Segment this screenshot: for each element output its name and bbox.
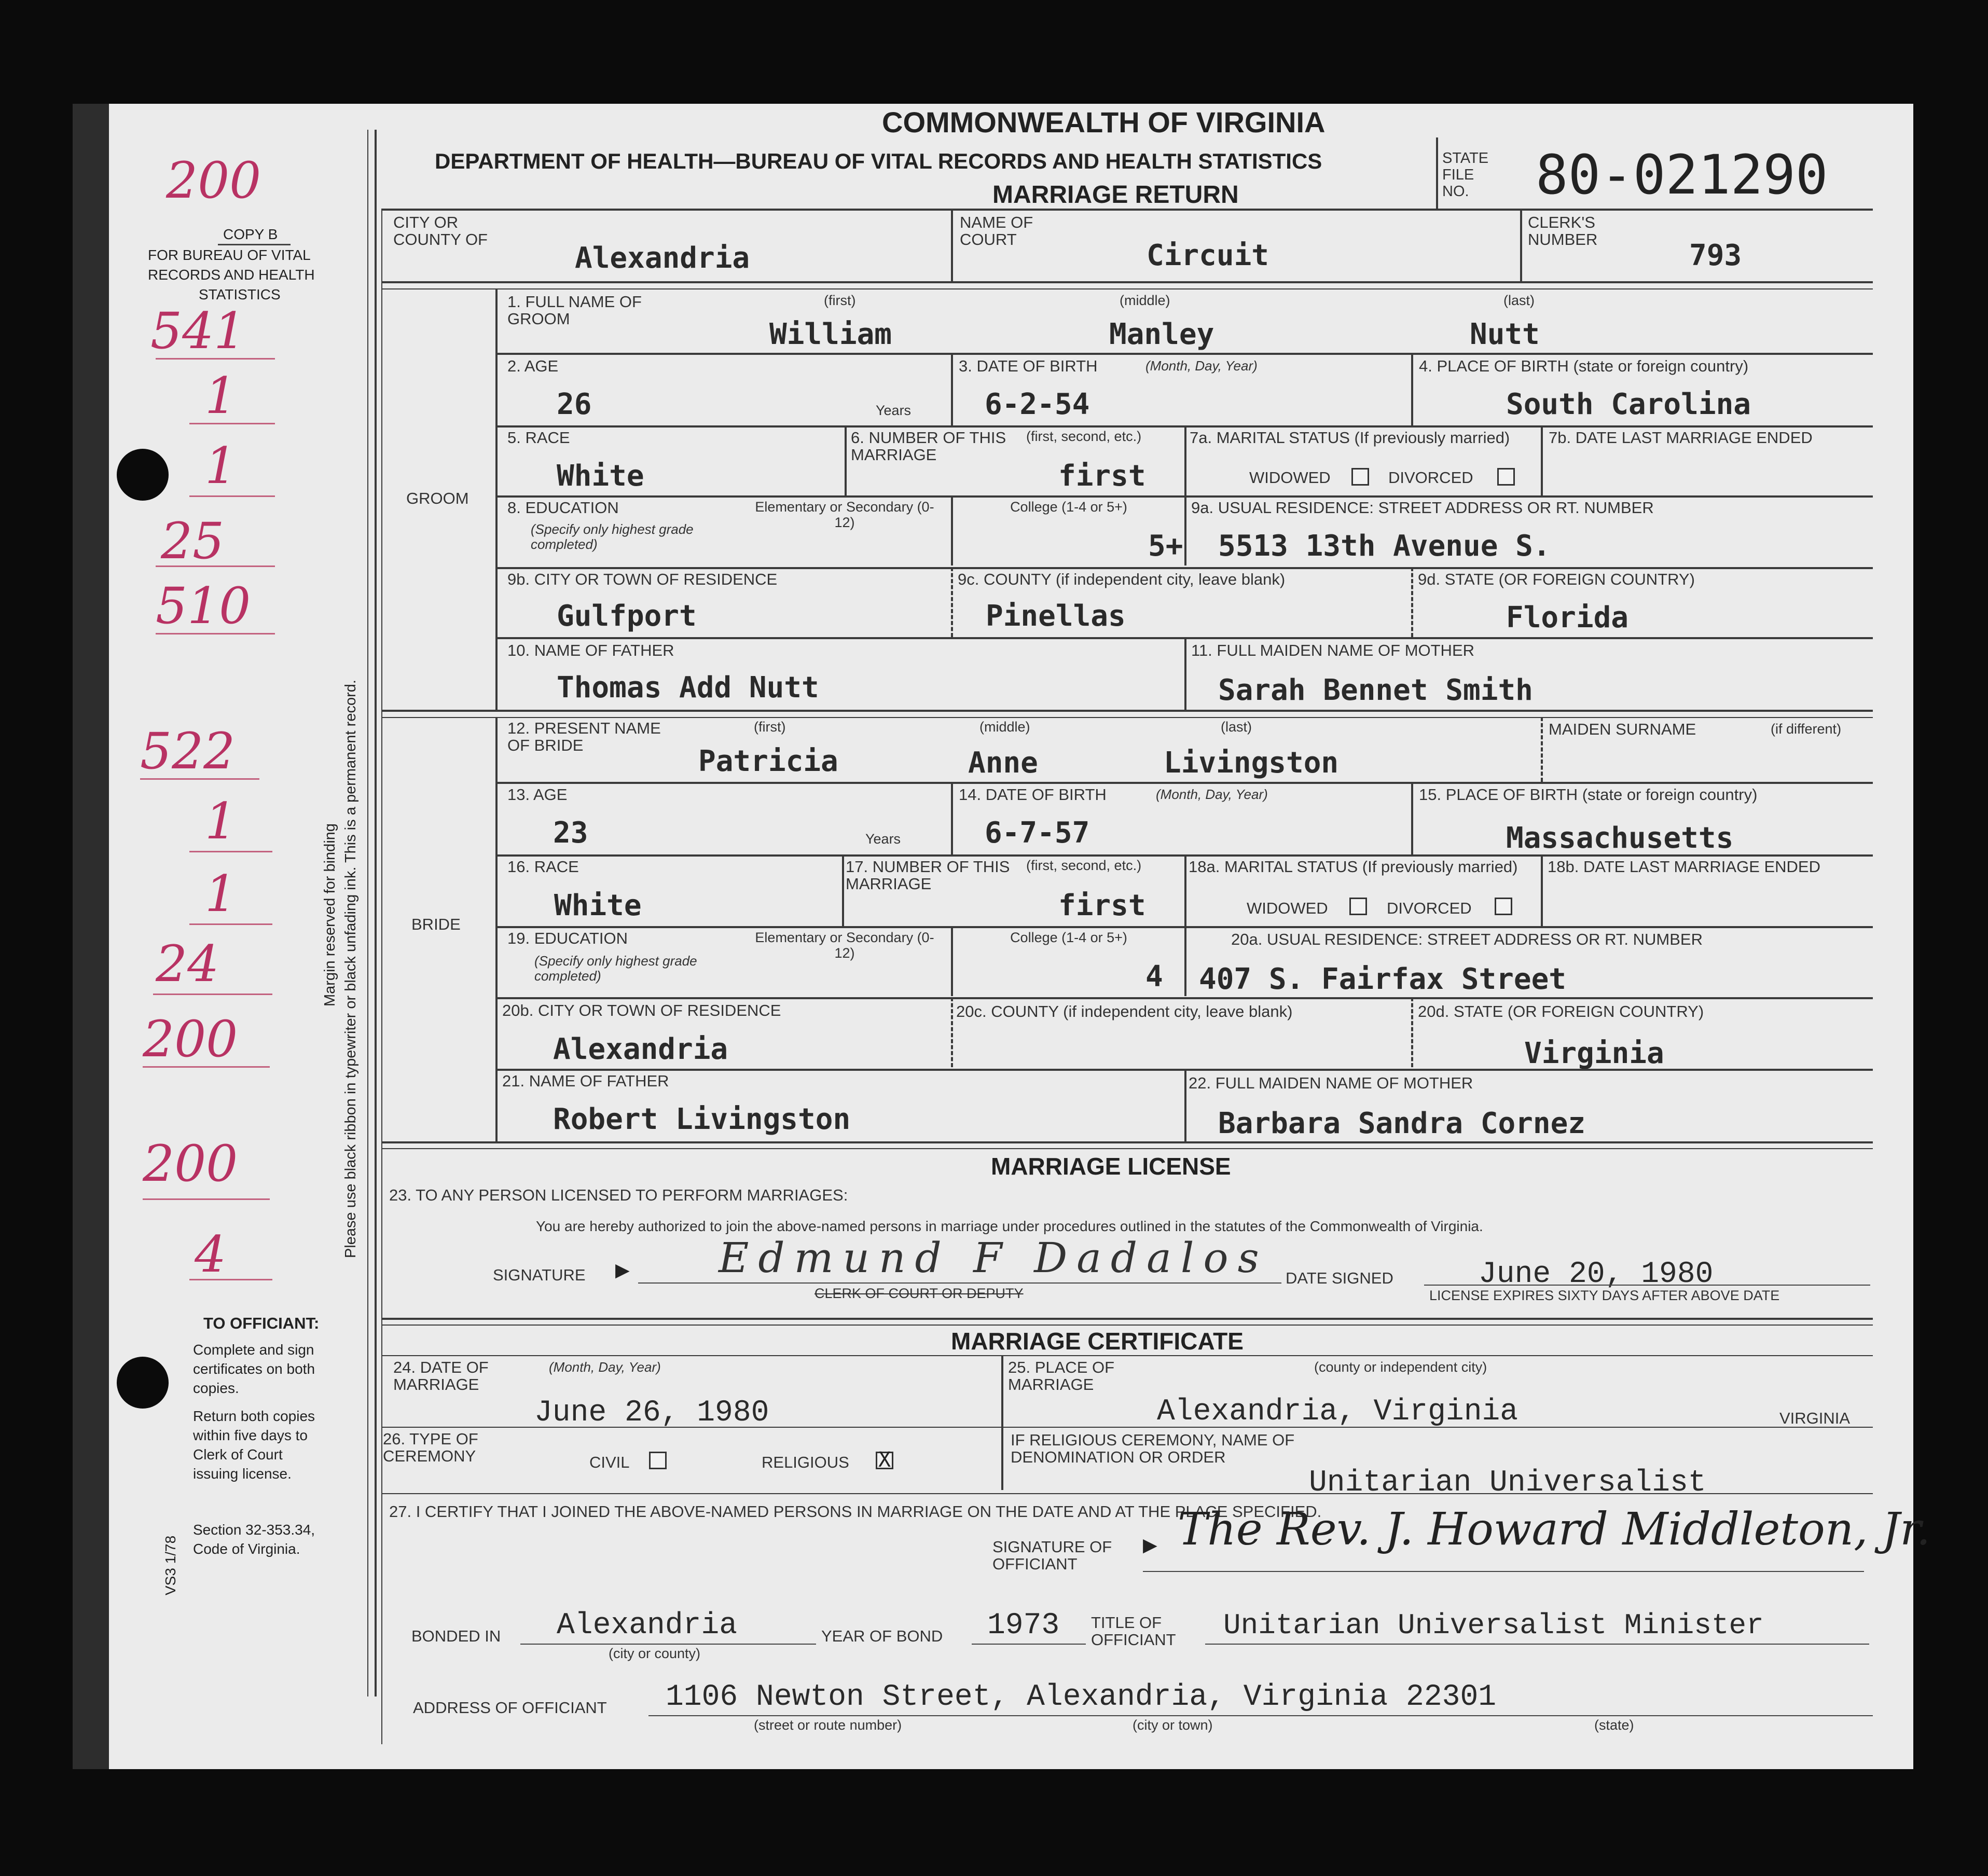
officiant-signature-label: SIGNATURE OF OFFICIANT [992, 1538, 1112, 1573]
bride-mother: Barbara Sandra Cornez [1218, 1107, 1586, 1140]
groom-father: Thomas Add Nutt [557, 671, 819, 705]
denomination-value: Unitarian Universalist [1309, 1466, 1706, 1500]
denomination-label: IF RELIGIOUS CEREMONY, NAME OF DENOMINATION OR ORDER [1011, 1431, 1295, 1466]
bride-state: Virginia [1524, 1037, 1664, 1070]
groom-marital-label: 7a. MARITAL STATUS (If previously married) [1190, 429, 1510, 447]
bride-pob: Massachusetts [1506, 821, 1734, 855]
marriage-place-label: 25. PLACE OF MARRIAGE [1008, 1358, 1115, 1394]
ceremony-type-label: 26. TYPE OF CEREMONY [383, 1430, 478, 1465]
years-label: Years [876, 403, 912, 418]
civil-checkbox[interactable] [649, 1452, 667, 1469]
widowed-checkbox[interactable] [1349, 898, 1367, 915]
binding-strip [73, 104, 109, 1769]
groom-street: 5513 13th Avenue S. [1218, 529, 1551, 563]
marriage-place-value: Alexandria, Virginia [1157, 1395, 1518, 1429]
officiant-note: certificates on both [193, 1361, 315, 1377]
officiant-address-label: ADDRESS OF OFFICIANT [413, 1699, 607, 1717]
groom-last-ended-label: 7b. DATE LAST MARRIAGE ENDED [1549, 429, 1813, 447]
marriage-no-hint: (first, second, etc.) [1026, 429, 1142, 444]
bride-age-label: 13. AGE [507, 785, 568, 804]
bond-year-label: YEAR OF BOND [821, 1627, 943, 1645]
elementary-label: Elementary or Secondary (0-12) [755, 499, 934, 530]
department-line: DEPARTMENT OF HEALTH—BUREAU OF VITAL RECORDS AND HEALTH STATISTICS [435, 149, 1322, 173]
signature-arrow-icon: ▶ [1143, 1534, 1157, 1555]
bride-last-ended-label: 18b. DATE LAST MARRIAGE ENDED [1548, 858, 1821, 876]
marriage-date-value: June 26, 1980 [534, 1396, 769, 1430]
groom-middle-name: Manley [1109, 318, 1214, 351]
license-heading: MARRIAGE LICENSE [991, 1153, 1231, 1180]
groom-college: 5+ [1148, 529, 1183, 563]
state-hint: (state) [1594, 1717, 1634, 1733]
religious-label: RELIGIOUS [762, 1453, 849, 1471]
margin-rule [367, 130, 368, 1696]
place-state-label: VIRGINIA [1779, 1409, 1851, 1427]
bride-pob-label: 15. PLACE OF BIRTH (state or foreign country) [1419, 785, 1758, 804]
groom-last-name: Nutt [1470, 318, 1540, 351]
officiant-note: within five days to [193, 1427, 308, 1443]
groom-pob-label: 4. PLACE OF BIRTH (state or foreign country) [1419, 357, 1749, 375]
hand-code: 200 [166, 151, 261, 210]
groom-section-label: GROOM [406, 489, 469, 507]
court-label: NAME OF COURT [960, 213, 1033, 249]
bond-year-value: 1973 [987, 1609, 1060, 1643]
civil-label: CIVIL [589, 1453, 630, 1471]
bride-father: Robert Livingston [553, 1102, 851, 1136]
bride-street: 407 S. Fairfax Street [1199, 962, 1567, 996]
first-label: (first) [754, 719, 786, 735]
state-file-number: 80-021290 [1536, 143, 1828, 206]
hand-code: 4 [195, 1225, 227, 1284]
officiant-note: Return both copies [193, 1408, 315, 1424]
state-file-label: STATE FILE NO. [1442, 150, 1489, 200]
groom-dob-label: 3. DATE OF BIRTH [959, 357, 1098, 375]
college-label: College (1-4 or 5+) [1010, 499, 1127, 515]
punch-hole [117, 449, 169, 501]
bride-race: White [554, 889, 642, 922]
margin-rule [375, 130, 377, 1696]
officiant-address-value: 1106 Newton Street, Alexandria, Virginia 22301 [666, 1680, 1497, 1714]
bonded-label: BONDED IN [411, 1627, 501, 1645]
hand-code: 24 [156, 935, 219, 993]
widowed-label: WIDOWED [1249, 468, 1331, 487]
last-label: (last) [1503, 293, 1535, 308]
hand-code: 1 [205, 865, 237, 923]
bride-mother-label: 22. FULL MAIDEN NAME OF MOTHER [1189, 1074, 1473, 1092]
hand-code: 1 [205, 367, 237, 425]
elementary-label: Elementary or Secondary (0-12) [755, 930, 934, 961]
groom-state-label: 9d. STATE (OR FOREIGN COUNTRY) [1418, 570, 1695, 588]
education-hint: (Specify only highest grade completed) [534, 953, 697, 984]
date-signed-label: DATE SIGNED [1286, 1269, 1393, 1287]
officiant-heading: TO OFFICIANT: [203, 1314, 320, 1332]
divorced-label: DIVORCED [1388, 468, 1473, 487]
hand-code: 200 [143, 1010, 238, 1068]
bride-college: 4 [1145, 960, 1163, 994]
years-label: Years [865, 831, 901, 847]
education-hint: (Specify only highest grade completed) [531, 521, 694, 552]
bride-county-label: 20c. COUNTY (if independent city, leave blank) [956, 1002, 1293, 1020]
hand-code: 1 [205, 437, 237, 495]
groom-town-label: 9b. CITY OR TOWN OF RESIDENCE [507, 570, 778, 588]
certificate-heading: MARRIAGE CERTIFICATE [951, 1328, 1244, 1355]
city-hint: (city or town) [1133, 1717, 1213, 1733]
date-hint: (Month, Day, Year) [549, 1359, 661, 1375]
groom-county-label: 9c. COUNTY (if independent city, leave blank) [958, 570, 1286, 588]
groom-mother-label: 11. FULL MAIDEN NAME OF MOTHER [1191, 641, 1475, 659]
court-value: Circuit [1147, 239, 1269, 272]
officiant-note: Clerk of Court [193, 1446, 283, 1463]
copy-desc: RECORDS AND HEALTH [148, 267, 315, 283]
bride-marital-label: 18a. MARITAL STATUS (If previously married) [1189, 858, 1518, 876]
bonded-hint: (city or county) [609, 1646, 701, 1661]
groom-pob: South Carolina [1506, 388, 1751, 421]
groom-age-label: 2. AGE [507, 357, 559, 375]
expires-note: LICENSE EXPIRES SIXTY DAYS AFTER ABOVE DATE [1429, 1288, 1780, 1303]
officiant-note: copies. [193, 1380, 239, 1396]
certify-text: 27. I CERTIFY THAT I JOINED THE ABOVE-NAMED PERSONS IN MARRIAGE ON THE DATE AND AT THE PLACE SPECIFIED. [389, 1502, 1322, 1521]
hand-code: 200 [143, 1135, 238, 1193]
officiant-note: Complete and sign [193, 1342, 314, 1358]
bride-town: Alexandria [553, 1032, 728, 1066]
hand-code: 510 [156, 577, 251, 635]
hand-code: 541 [150, 302, 246, 360]
groom-street-label: 9a. USUAL RESIDENCE: STREET ADDRESS OR RT. NUMBER [1191, 499, 1654, 517]
bride-dob-label: 14. DATE OF BIRTH [959, 785, 1107, 804]
hand-code: 522 [140, 722, 236, 780]
widowed-label: WIDOWED [1247, 899, 1328, 917]
bride-town-label: 20b. CITY OR TOWN OF RESIDENCE [502, 1001, 781, 1019]
hand-code: 25 [161, 512, 225, 570]
last-label: (last) [1221, 719, 1252, 735]
binding-note: Please use black ribbon in typewriter or black unfading ink. This is a permanent record. [342, 680, 359, 1258]
bride-father-label: 21. NAME OF FATHER [502, 1072, 669, 1090]
groom-name-label: 1. FULL NAME OF GROOM [507, 293, 642, 328]
bride-first-name: Patricia [698, 744, 838, 778]
dob-hint: (Month, Day, Year) [1145, 358, 1258, 374]
bride-marriage-no-label: 17. NUMBER OF THIS MARRIAGE [846, 858, 1010, 893]
groom-first-name: William [769, 318, 892, 351]
officiant-title-label: TITLE OF OFFICIANT [1091, 1613, 1176, 1649]
groom-dob: 6-2-54 [985, 388, 1090, 421]
license-signature-label: SIGNATURE [493, 1266, 586, 1284]
section-note: Code of Virginia. [193, 1541, 300, 1557]
officiant-title-value: Unitarian Universalist Minister [1223, 1609, 1764, 1642]
groom-education-label: 8. EDUCATION [507, 499, 619, 517]
divorced-checkbox[interactable] [1495, 898, 1512, 915]
groom-state: Florida [1506, 601, 1629, 634]
bride-race-label: 16. RACE [507, 858, 579, 876]
clerk-caption: CLERK OF COURT OR DEPUTY [814, 1286, 1024, 1301]
groom-race-label: 5. RACE [507, 429, 570, 447]
college-label: College (1-4 or 5+) [1010, 930, 1127, 945]
signature-arrow-icon: ▶ [615, 1259, 630, 1280]
officiant-note: issuing license. [193, 1466, 292, 1482]
first-label: (first) [824, 293, 856, 308]
groom-father-label: 10. NAME OF FATHER [507, 641, 674, 659]
bride-age: 23 [553, 816, 588, 850]
marriage-no-hint: (first, second, etc.) [1026, 858, 1142, 873]
bride-street-label: 20a. USUAL RESIDENCE: STREET ADDRESS OR RT. NUMBER [1231, 930, 1703, 948]
dob-hint: (Month, Day, Year) [1156, 787, 1268, 802]
groom-marriage-no: first [1058, 459, 1146, 493]
bride-dob: 6-7-57 [985, 816, 1090, 850]
authorization-text: You are hereby authorized to join the above-named persons in marriage under procedures outlined in the statutes of the Commonwealth of Virginia. [536, 1218, 1483, 1234]
place-hint: (county or independent city) [1314, 1359, 1487, 1375]
line23-text: 23. TO ANY PERSON LICENSED TO PERFORM MARRIAGES: [389, 1186, 848, 1204]
bride-last-name: Livingston [1164, 746, 1339, 780]
city-county-value: Alexandria [575, 241, 750, 275]
bonded-value: Alexandria [557, 1609, 738, 1643]
bride-name-label: 12. PRESENT NAME OF BRIDE [507, 719, 661, 754]
street-hint: (street or route number) [754, 1717, 902, 1733]
religious-checkbox[interactable]: X [876, 1452, 893, 1469]
clerk-number-value: 793 [1689, 239, 1742, 272]
maiden-hint: (if different) [1771, 721, 1842, 737]
form-code: VS3 1/78 [162, 1535, 178, 1595]
punch-hole [117, 1357, 169, 1409]
groom-mother: Sarah Bennet Smith [1218, 673, 1533, 707]
section-note: Section 32-353.34, [193, 1522, 315, 1538]
bride-state-label: 20d. STATE (OR FOREIGN COUNTRY) [1418, 1002, 1704, 1020]
city-county-label: CITY OR COUNTY OF [393, 213, 488, 249]
maiden-surname-label: MAIDEN SURNAME [1549, 720, 1696, 738]
copy-desc: STATISTICS [199, 286, 281, 302]
officiant-signature: The Rev. J. Howard Middleton, Jr. [1178, 1503, 1931, 1555]
groom-age: 26 [557, 388, 592, 421]
clerk-number-label: CLERK'S NUMBER [1528, 213, 1598, 249]
widowed-checkbox[interactable] [1351, 468, 1369, 486]
bride-section-label: BRIDE [411, 915, 461, 933]
middle-label: (middle) [1120, 293, 1170, 308]
bride-marriage-no: first [1058, 889, 1146, 922]
bride-middle-name: Anne [968, 746, 1038, 780]
groom-county: Pinellas [986, 599, 1126, 633]
document-title: COMMONWEALTH OF VIRGINIA [882, 106, 1326, 139]
divorced-label: DIVORCED [1387, 899, 1472, 917]
date-signed-value: June 20, 1980 [1479, 1258, 1714, 1291]
groom-race: White [557, 459, 644, 493]
binding-note: Margin reserved for binding [322, 823, 338, 1006]
copy-label: COPY B [223, 226, 278, 242]
divorced-checkbox[interactable] [1497, 468, 1515, 486]
form-title: MARRIAGE RETURN [992, 181, 1239, 209]
middle-label: (middle) [979, 719, 1030, 735]
groom-marriage-no-label: 6. NUMBER OF THIS MARRIAGE [851, 429, 1006, 464]
hand-code: 1 [205, 792, 237, 850]
bride-education-label: 19. EDUCATION [507, 929, 628, 947]
marriage-date-label: 24. DATE OF MARRIAGE [393, 1358, 489, 1394]
groom-town: Gulfport [557, 599, 697, 633]
form-left-rule [381, 209, 382, 1744]
copy-desc: FOR BUREAU OF VITAL [148, 247, 311, 263]
clerk-signature: Edmund F Dadalos [719, 1234, 1268, 1282]
